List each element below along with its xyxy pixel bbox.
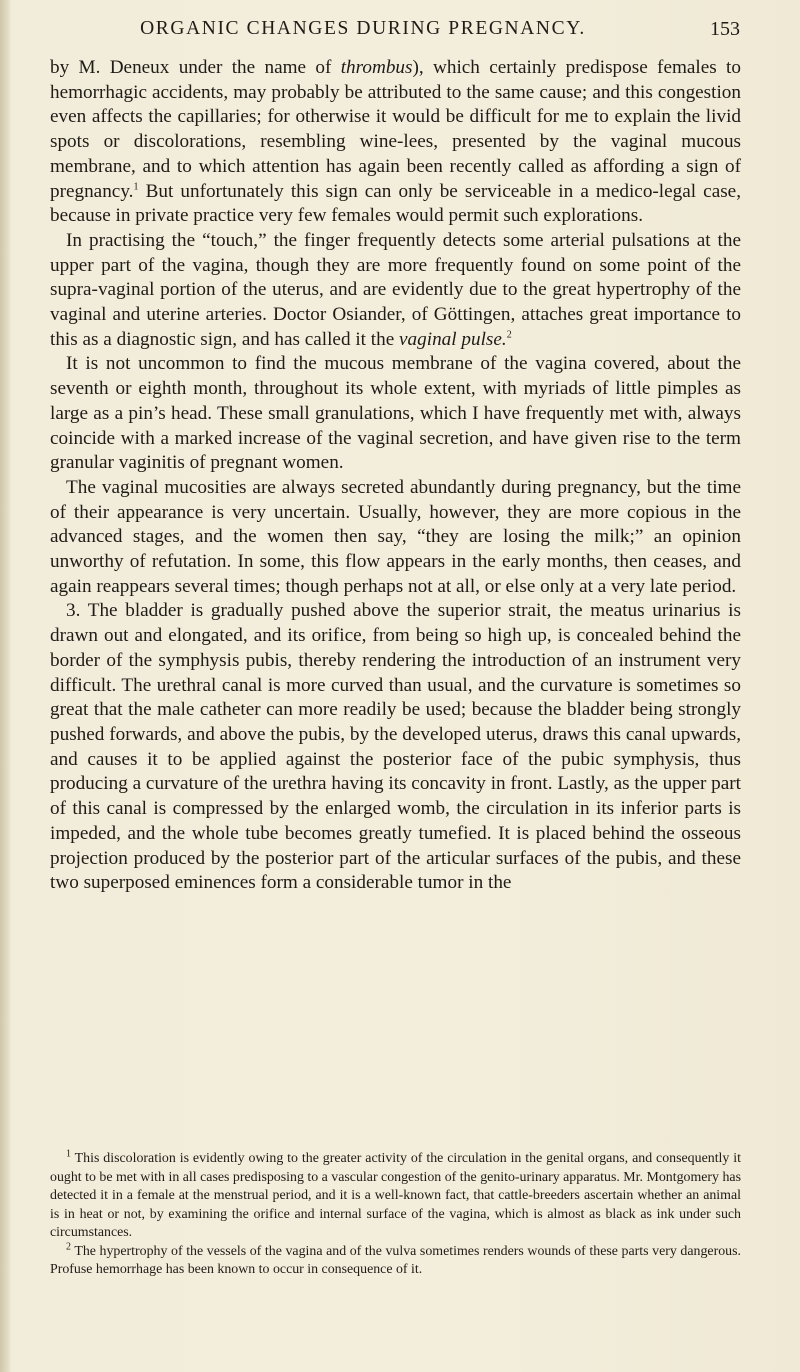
text-run: ), which certainly predispose females to hemorrhagic accidents, may probably be attributed to the same cause; and this congestion even affects the capillaries; for otherwise it would be difficult for me to explain the livid spots or discolorations, resembling wine-lees, presented by the vaginal mucous membrane, and to which attention has again been recently called as affording a sign of pregnancy. [50, 57, 741, 202]
italic-term-vaginal-pulse: vaginal pulse. [399, 328, 507, 350]
running-title: ORGANIC CHANGES DURING PREGNANCY. [140, 18, 586, 39]
footnote-text: The hypertrophy of the vessels of the vagina and of the vulva sometimes renders wounds of these parts very dangerous. Profuse hemorrhage has been known to occur in consequence of it. [50, 1243, 741, 1277]
footnote-2 [50, 1240, 741, 1280]
paragraph-bladder: 3. The bladder is gradually pushed above the superior strait, the meatus urinarius is drawn out and elongated, and its orifice, from being so high up, is concealed behind the border of the symphysis pubis, thereby rendering the introduction of an instrument very difficult. The urethral canal is more curved than usual, and the curvature is sometimes so great that the male catheter can more readily be used; because the bladder being strongly pushed forwards, and above the pubis, by the developed uterus, draws this canal upwards, and causes it to be applied against the posterior face of the pubic symphysis, thus producing a curvature of the urethra having its concavity in front. Lastly, as the upper part of this canal is compressed by the enlarged womb, the circulation in its inferior parts is impeded, and the whole tube becomes greatly tumefied. It is placed behind the osseous projection produced by the posterior part of the articular surfaces of the pubis, and these two superposed eminences form a considerable tumor in the [50, 600, 741, 894]
footnote-1 [50, 1150, 741, 1243]
page-header [50, 18, 740, 58]
footnote-ref-2: 2 [506, 329, 512, 341]
paragraph-arterial-pulsations [50, 229, 741, 353]
page-spine-shadow [0, 0, 10, 1372]
paragraph-continuation [50, 56, 741, 229]
footnote-mark: 1 [66, 1148, 71, 1160]
body-text [50, 56, 741, 896]
paragraph-mucosities: The vaginal mucosities are always secreted abundantly during pregnancy, but the time of their appearance is very uncertain. Usually, however, they are more copious in the advanced stages, and the women then say, “they are losing the milk;” an opinion unworthy of refutation. In some, this flow appears in the early months, then ceases, and again reappears several times; though perhaps not at all, or else only at a very late period. [50, 476, 741, 597]
footnote-ref-1: 1 [133, 181, 139, 193]
footnote-text: This discoloration is evidently owing to the greater activity of the circulation in the genital organs, and consequently it ought to be met with in all cases predisposing to a vascular congestion of the genito-urinary apparatus. Mr. Montgomery has detected it in a female at the menstrual period, and it is a well-known fact, that cattle-breeders ascertain whether an animal is in heat or not, by examining the orifice and internal surface of the vagina, which is almost as black as ink under such circumstances. [50, 1151, 741, 1240]
footnote-mark: 2 [66, 1240, 71, 1252]
text-run: In practising the “touch,” the finger frequently detects some arterial pulsations at the upper part of the vagina, though they are more frequently found on some point of the supra-vaginal portion of the uterus, and are evidently due to the great hypertrophy of the vaginal and uterine arteries. Doctor Osiander, of Göttingen, attaches great importance to this as a diagnostic sign, and has called it the [50, 229, 741, 350]
text-run: by M. Deneux under the name of [50, 57, 341, 78]
text-run: But unfortunately this sign can only be serviceable in a medico-legal case, because in private practice very few females would permit such explorations. [50, 180, 741, 227]
page-number: 153 [710, 18, 740, 40]
italic-term-thrombus: thrombus [340, 57, 413, 78]
paragraph-granulations: It is not uncommon to find the mucous membrane of the vagina covered, about the seventh or eighth month, throughout its whole extent, with myriads of little pimples as large as a pin’s head. These small granulations, which I have frequently met with, always coincide with a marked increase of the vaginal secretion, and have given rise to the term granular vaginitis of pregnant women. [50, 353, 741, 474]
footnotes [50, 1150, 741, 1280]
